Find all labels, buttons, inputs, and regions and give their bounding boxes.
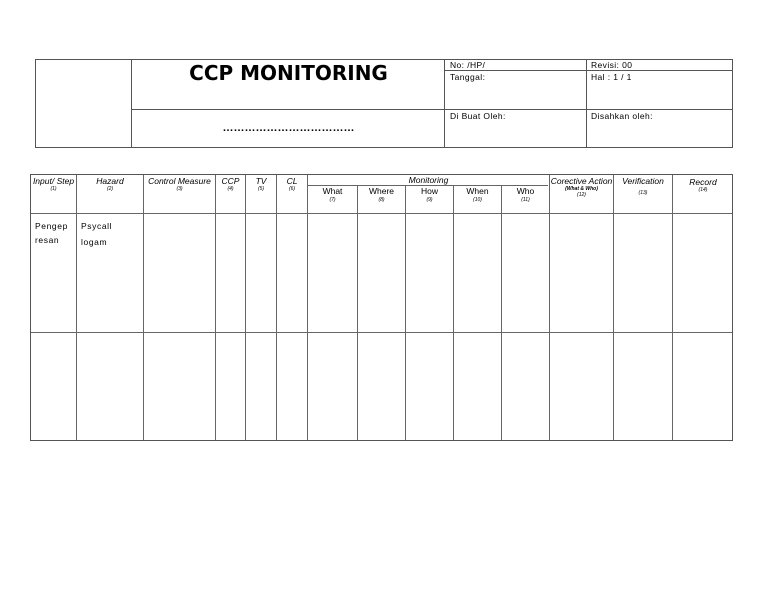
col-divider — [245, 175, 246, 440]
header-bottom-line — [31, 213, 732, 214]
th-cl: CL (6) — [286, 176, 298, 192]
date-label: Tanggal: — [450, 72, 486, 82]
row-divider — [31, 332, 732, 333]
th-who: Who (11) — [516, 186, 535, 203]
header-divider-right — [586, 60, 587, 147]
th-where: Where (8) — [368, 186, 395, 203]
cell-step: Pengep resan — [35, 221, 68, 245]
page-title: CCP MONITORING — [189, 61, 388, 85]
th-verification: Verification (13) — [622, 176, 664, 196]
th-input-step: Input/ Step (1) — [32, 176, 75, 192]
th-how: How (9) — [420, 186, 438, 203]
col-divider — [549, 175, 550, 440]
th-monitoring: Monitoring — [408, 175, 449, 185]
th-tv: TV (5) — [255, 176, 267, 192]
col-divider — [453, 186, 454, 440]
col-divider — [405, 186, 406, 440]
col-divider — [357, 186, 358, 440]
th-record: Record (14) — [689, 177, 717, 193]
th-control-measure: Control Measure (3) — [148, 176, 211, 192]
col-divider — [672, 175, 673, 440]
col-divider — [215, 175, 216, 440]
doc-number: No: /HP/ — [450, 60, 486, 70]
revision: Revisi: 00 — [591, 60, 633, 70]
col-divider — [613, 175, 614, 440]
made-by-label: Di Buat Oleh: — [450, 111, 506, 121]
col-divider — [76, 175, 77, 440]
col-divider — [307, 175, 308, 440]
th-what: What (7) — [322, 186, 343, 203]
document-header — [35, 59, 733, 148]
page-count: Hal : 1 / 1 — [591, 72, 632, 82]
approved-by-label: Disahkan oleh: — [591, 111, 653, 121]
th-hazard: Hazard (2) — [96, 176, 124, 192]
th-when: When (10) — [466, 186, 489, 203]
col-divider — [276, 175, 277, 440]
ccp-monitoring-table — [30, 174, 733, 441]
header-divider-row — [131, 109, 732, 110]
cell-hazard-1: Psycall — [81, 221, 113, 231]
col-divider — [143, 175, 144, 440]
col-divider — [501, 186, 502, 440]
th-ccp: CCP (4) — [221, 176, 240, 192]
cell-hazard-2: logam — [81, 237, 108, 247]
signature-dots: ……………………………… — [222, 122, 355, 134]
th-corrective-action: Corective Action (What & Who) (12) — [550, 176, 613, 198]
header-divider-small — [444, 70, 732, 71]
